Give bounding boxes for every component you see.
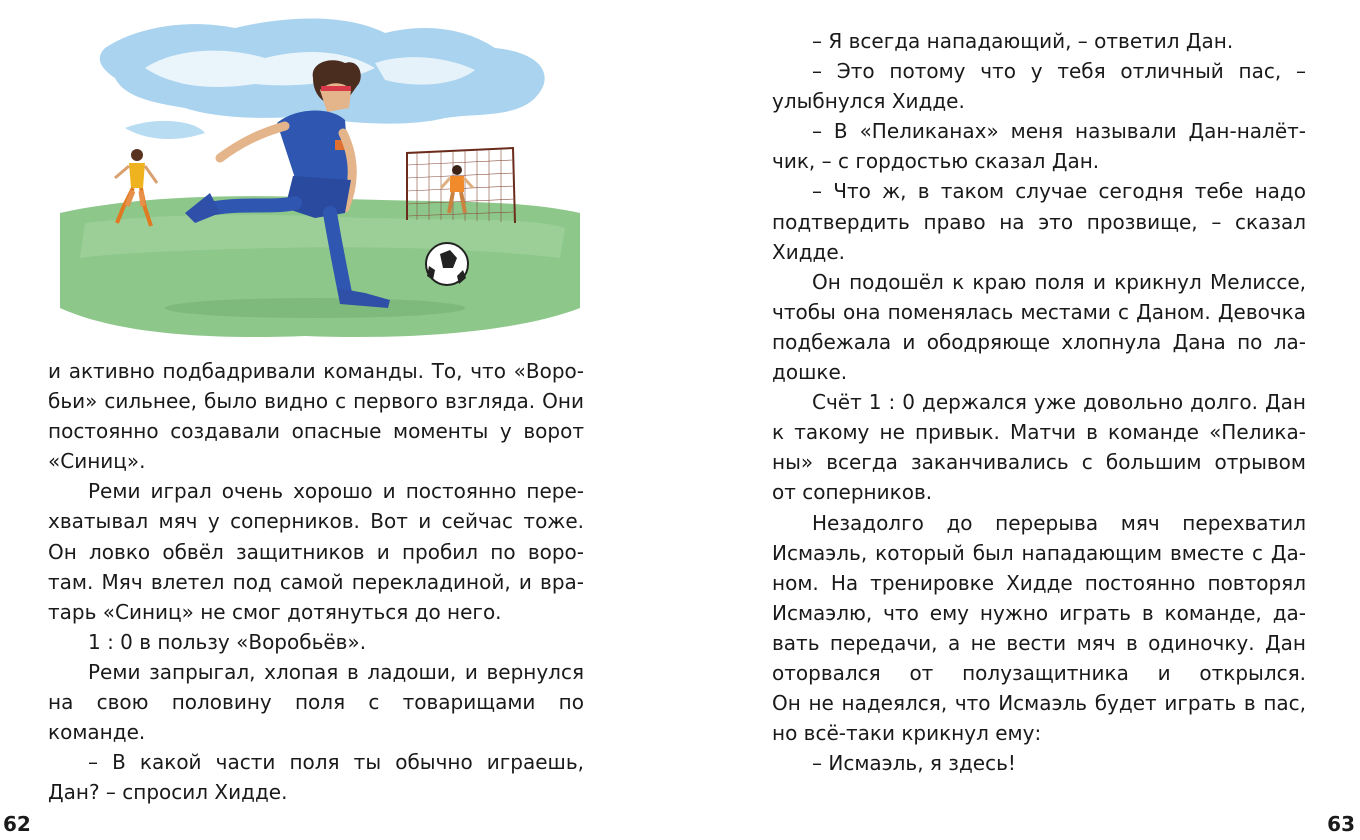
football-illustration [45, 8, 590, 343]
grass-field [60, 196, 580, 337]
text-line: Хидде. [772, 239, 846, 264]
page-number-left: 62 [3, 812, 31, 836]
text-line: ном. На тренировке Хидде постоянно повторял [772, 570, 1306, 595]
right-page-text [772, 26, 1306, 778]
text-line: чик, – с гордостью сказал Дан. [772, 149, 1100, 174]
text-line: подтвердить право на это прозвище, – сказал [772, 209, 1306, 234]
text-line: тарь «Синиц» не смог дотянуться до него. [48, 599, 502, 624]
text-line: Реми запрыгал, хлопая в ладоши, и вернулся [88, 659, 584, 684]
text-line: от соперников. [772, 480, 933, 505]
text-line: Счёт 1 : 0 держался уже довольно долго. Дан [812, 390, 1306, 415]
text-line: – Я всегда нападающий, – ответил Дан. [812, 29, 1234, 53]
text-line: Исмаэлю, что ему нужно играть в команде, да- [772, 600, 1306, 625]
text-line: оторвался от полузащитника и открылся. [772, 660, 1306, 685]
text-line: но всё-таки крикнул ему: [772, 721, 1042, 746]
text-line: Он не надеялся, что Исмаэль будет играть в пас, [772, 691, 1306, 716]
text-line: Он ловко обвёл защитников и пробил по воро- [48, 539, 584, 564]
text-line: постоянно создавали опасные моменты у ворот [48, 419, 584, 444]
text-line: там. Мяч влетел под самой перекладиной, и вра- [48, 569, 584, 594]
text-line: дошке. [772, 360, 848, 385]
text-line: чтобы она поменялась местами с Даном. Девочка [772, 299, 1306, 324]
text-line: 1 : 0 в пользу «Воробьёв». [88, 629, 367, 654]
text-line: Исмаэль, который был нападающим вместе с Да- [772, 540, 1306, 565]
text-line: бьи» сильнее, было видно с первого взгляда. Они [48, 389, 584, 414]
text-line: ны» всегда заканчивались с большим отрывом [772, 450, 1306, 475]
text-line: Дан? – спросил Хидде. [48, 780, 288, 805]
text-line: – Что ж, в таком случае сегодня тебе надо [812, 179, 1306, 204]
text-line: – В «Пеликанах» меня называли Дан-налёт- [812, 119, 1306, 144]
text-line: – В какой части поля ты обычно играешь, [88, 750, 584, 775]
text-line: Он подошёл к краю поля и крикнул Мелиссе, [812, 269, 1306, 294]
text-line: хватывал мяч у соперников. Вот и сейчас тоже. [48, 509, 584, 534]
text-line: вать передачи, а не вести мяч в одиночку. Дан [772, 630, 1306, 655]
text-line: улыбнулся Хидде. [772, 89, 965, 114]
text-line: Реми играл очень хорошо и постоянно пере- [88, 479, 584, 504]
text-line: – Это потому что у тебя отличный пас, – [812, 59, 1306, 84]
football [426, 243, 468, 285]
text-line: и активно подбадривали команды. То, что «Воро- [48, 359, 584, 383]
left-page-text [48, 356, 584, 807]
text-line: к такому не привык. Матчи в команде «Пелика- [772, 420, 1306, 445]
page-number-right: 63 [1327, 812, 1355, 836]
text-line: подбежала и ободряюще хлопнула Дана по ла- [772, 329, 1306, 354]
text-line: Незадолго до перерыва мяч перехватил [812, 510, 1306, 535]
text-line: на свою половину поля с товарищами по команде. [48, 690, 584, 745]
text-line: – Исмаэль, я здесь! [812, 751, 1016, 776]
text-line: «Синиц». [48, 449, 146, 474]
